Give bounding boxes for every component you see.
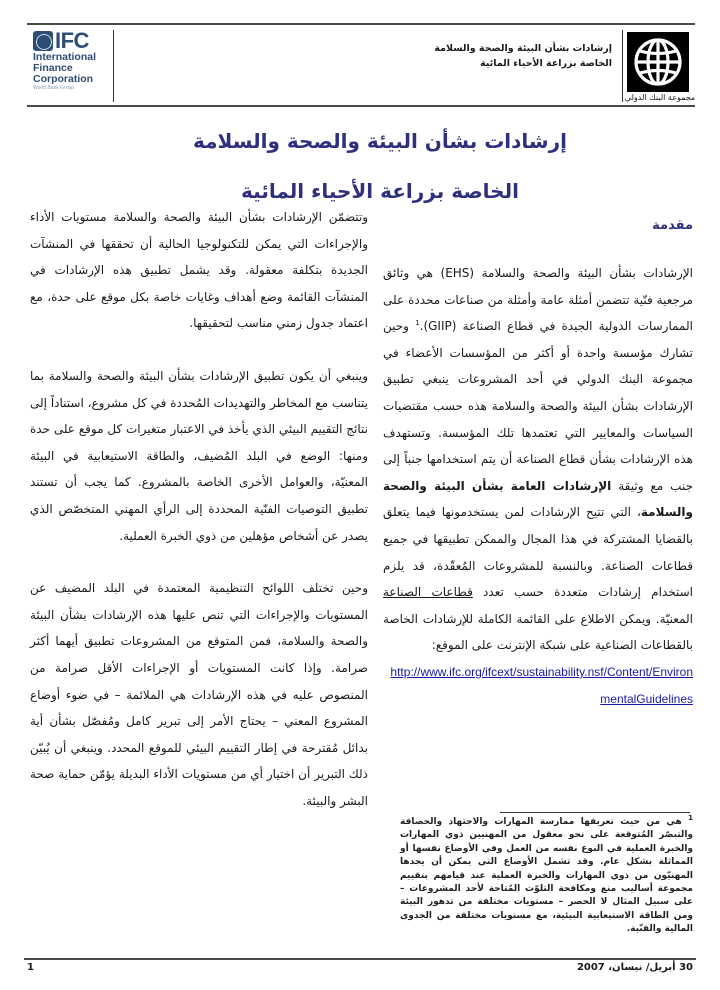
- footnote-marker: 1: [688, 814, 693, 822]
- world-bank-divider: [622, 30, 623, 102]
- intro-column: [383, 260, 693, 712]
- guidelines-url-link[interactable]: http://www.ifc.org/ifcext/sustainability.nsf/Content/EnvironmentalGuidelines: [390, 664, 693, 706]
- ifc-globe-icon: [33, 31, 53, 51]
- world-bank-logo: [627, 32, 689, 92]
- world-bank-caption: مجموعة البنك الدولي: [624, 93, 696, 102]
- intro-text-c: ، التي تتيح الإرشادات لمن يستخدمونها فيما يتعلق بالقضايا المشتركة في هذا المجال والممكن تطبيقها في جميع قطاعات الصناعة. وبالنسبة للمشروعات المُعقّدة، قد يلزم استخدام إرشادات متعددة حسب تعدد: [383, 505, 693, 600]
- footnote-ref[interactable]: 1: [415, 319, 420, 328]
- ifc-divider: [113, 30, 114, 102]
- header-title-line-1: إرشادات بشأن البيئة والصحة والسلامة: [434, 43, 612, 54]
- general-ehs-guidelines-ref: الإرشادات العامة بشأن البيئة والصحة والسلامة: [383, 478, 693, 520]
- ifc-name-line-3: Corporation: [33, 73, 94, 85]
- header-title-line-2: الخاصة بزراعة الأحياء المائية: [480, 58, 612, 69]
- footnote: [400, 816, 693, 937]
- world-bank-globe-icon: [632, 36, 684, 88]
- footer-date: 30 أبريل/ نيسان، 2007: [576, 962, 693, 973]
- footer-rule: [24, 958, 696, 960]
- left-paragraph-1: وتتضمّن الإرشادات بشأن البيئة والصحة والسلامة مستويات الأداء والإجراءات التي يمكن للتكنولوجيا الحالية أن تحققها في المنشآت الجديدة بتكلفة معقولة. وقد يشمل تطبيق هذه الإرشادات في المنشآت القائمة وضع أهداف وغايات خاصة بكل موقع على حدة، مع اعتماد جدول زمني مناسب لتحقيقها.: [30, 210, 368, 331]
- ifc-name-line-1: International: [33, 51, 97, 63]
- intro-paragraph: [383, 260, 693, 659]
- document-title-line-2: الخاصة بزراعة الأحياء المائية: [241, 179, 519, 203]
- document-title: [80, 116, 680, 216]
- left-paragraph-3: وحين تختلف اللوائح التنظيمية المعتمدة في البلد المضيف عن المستويات والإجراءات التي تنص عليها هذه الإرشادات بشأن البيئة والصحة والسلامة، فمن المتوقع من المشروعات تطبيق أيهما أكثر صرامة. وإذا كانت المستويات أو الإجراءات الأقل صرامة من المنصوص عليه في هذه الإرشادات هي الملائمة – في ضوء أوضاع المشروع المعني – يحتاج الأمر إلى تبرير كامل ومُفصّل بشأن أية بدائل مُقترحة في إطار التقييم البيئي للموقع المحدد. وينبغي أن يُبيّن ذلك التبرير أن اختيار أي من مستويات الأداء البديلة يؤمّن حماية صحة البشر والبيئة.: [30, 581, 368, 808]
- intro-text-a: الإرشادات بشأن البيئة والصحة والسلامة (EHS) هي وثائق مرجعية فنّية تتضمن أمثلة عامة وأمثلة من صناعات محددة على الممارسات الدولية الجيدة في قطاع الصناعة (GIIP).: [383, 266, 693, 334]
- ifc-wordmark: IFC: [55, 28, 89, 53]
- intro-text-d: المعنيّة. ويمكن الاطلاع على القائمة الكاملة للإرشادات الخاصة بالقطاعات الصناعية على شبكة الإنترنت على الموقع:: [383, 611, 693, 653]
- intro-text-b: وحين تشارك مؤسسة واحدة أو أكثر من المؤسسات الأعضاء في مجموعة البنك الدولي في أحد المشروعات ينبغي تطبيق الإرشادات بشأن البيئة والصحة والسلامة هذه حسب مقتضيات السياسات والمعايير التي تعتمدها تلك المؤسسة. وتستهدف هذه الإرشادات بشأن قطاع الصناعة أن يتم استخدامها جنباً إلى جنب مع وثيقة: [383, 319, 694, 493]
- industry-sectors-link[interactable]: قطاعات الصناعة: [383, 585, 473, 600]
- intro-heading: مقدمة: [652, 218, 693, 233]
- footnote-rule: [500, 812, 690, 813]
- ifc-name-line-2: Finance: [33, 62, 73, 74]
- document-title-line-1: إرشادات بشأن البيئة والصحة والسلامة: [193, 129, 567, 153]
- left-paragraph-2: وينبغي أن يكون تطبيق الإرشادات بشأن البيئة والصحة والسلامة بما يتناسب مع المخاطر والتهديدات المُحددة في كل مشروع، استناداً إلى نتائج التقييم البيئي الذي يأخذ في الاعتبار متغيرات كل موقع على حدة ومنها: الوضع في البلد المُضيف، والطاقة الاستيعابية في البيئة المعنيّة، والعوامل الأخرى الخاصة بالمشروع. كما يجب أن تستند تطبيق التوصيات الفنّية المحددة إلى الرأي المهني المتخصّص الذي يصدر عن أشخاص مؤهلين من ذوي الخبرة العملية.: [30, 368, 368, 543]
- header-bottom-rule: [27, 105, 695, 107]
- page-number: 1: [27, 962, 34, 973]
- footnote-text: هي من حيث تعريفها ممارسة المهارات والاجتهاد والحصافة والتبصّر المُتوقعة على نحو معقول من المهنيين ذوي المهارات والخبرة العملية في النوع نفسه من العمل وفي الأوضاع نفسها أو المماثلة بشكل عام. وقد تشمل الأوضاع التي يمكن أن يجدها المهنيّون من ذوي المهارات والخبرة العملية عند قيامهم بتقييم مجموعة أساليب منع ومكافحة التلوّث المُتاحة لأحد المشروعات – على سبيل المثال لا الحصر – مستويات مختلفة من تدهور البيئة ومن الطاقة الاستيعابية البيئية، مع مستويات مختلفة من الجدوى المالية والفنّية.: [400, 817, 693, 935]
- header-title: [434, 41, 612, 71]
- left-column: [30, 204, 368, 814]
- ifc-logo: [33, 30, 113, 102]
- ifc-subline: World Bank Group: [33, 85, 75, 91]
- header-top-rule: [27, 23, 695, 25]
